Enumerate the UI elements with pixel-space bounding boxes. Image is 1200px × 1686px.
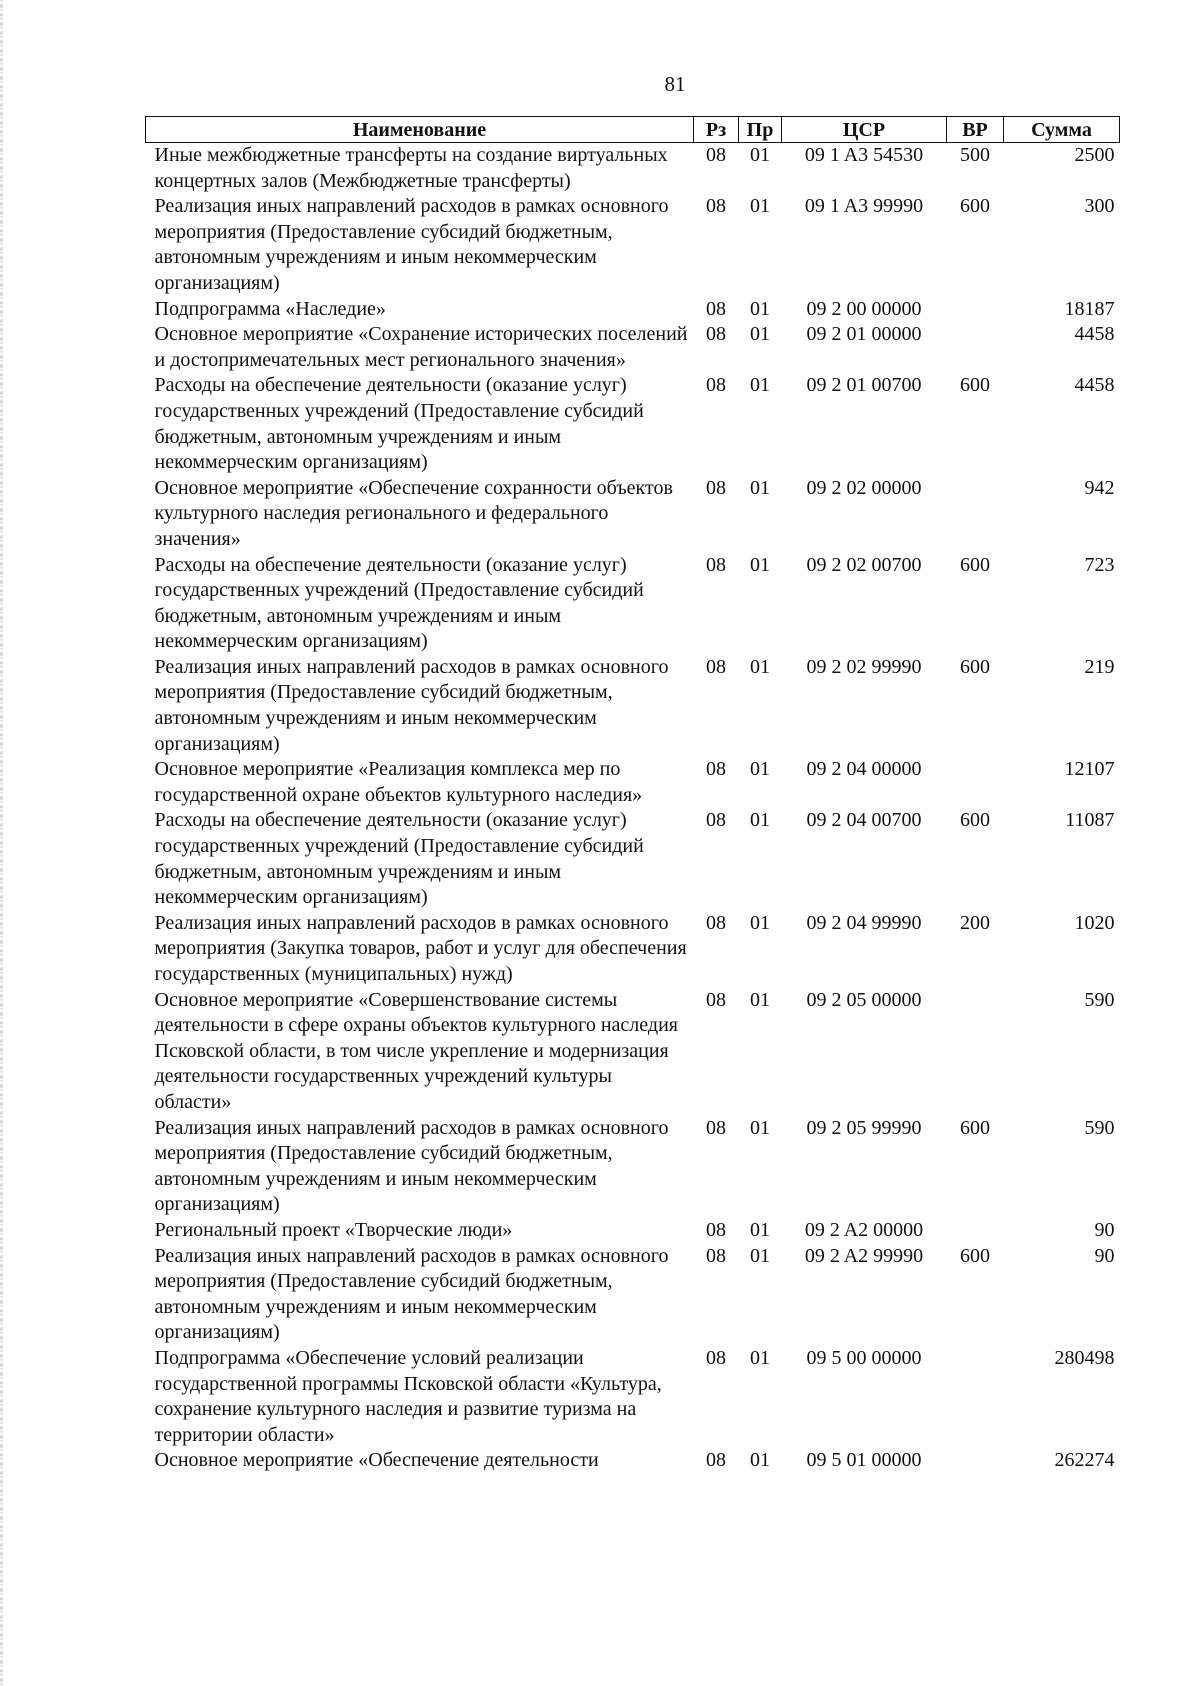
- cell-csr: 09 2 04 00000: [806, 758, 922, 781]
- table-row: [146, 143, 1120, 195]
- table-row: [146, 1244, 1120, 1346]
- cell-sum: 18187: [1064, 297, 1115, 320]
- cell-vr: 600: [960, 809, 990, 832]
- cell-name: Реализация иных направлений расходов в рамках основного мероприятия (Предоставление субсидий бюджетным, автономным учреждениям и иным некоммерческим организациям): [154, 1244, 669, 1344]
- cell-csr: 09 2 01 00000: [806, 323, 922, 346]
- cell-vr: [947, 1346, 1004, 1448]
- cell-sum: 219: [1084, 655, 1115, 678]
- cell-sum: 300: [1084, 195, 1115, 218]
- table-row: [146, 1116, 1120, 1218]
- cell-name: Расходы на обеспечение деятельности (оказание услуг) государственных учреждений (Предоставление субсидий бюджетным, автономным учреждениям и иным некоммерческим организациям): [154, 374, 644, 474]
- cell-vr: [947, 988, 1004, 1116]
- cell-csr: 09 2 05 99990: [806, 1116, 922, 1139]
- cell-vr: 600: [960, 1244, 990, 1267]
- cell-pr: 01: [750, 809, 770, 832]
- cell-pr: 01: [750, 911, 770, 934]
- cell-sum: 11087: [1065, 809, 1115, 832]
- table-header: [146, 117, 1120, 143]
- budget-table: [145, 116, 1120, 1474]
- cell-pr: 01: [750, 758, 770, 781]
- header-vr: ВР: [947, 117, 1004, 143]
- cell-csr: 09 2 02 99990: [806, 655, 922, 678]
- cell-vr: 600: [960, 553, 990, 576]
- cell-name: Реализация иных направлений расходов в рамках основного мероприятия (Предоставление субсидий бюджетным, автономным учреждениям и иным некоммерческим организациям): [154, 655, 669, 755]
- cell-rz: 08: [706, 1346, 726, 1369]
- cell-pr: 01: [750, 144, 770, 166]
- cell-pr: 01: [750, 1218, 770, 1241]
- cell-sum: 262274: [1054, 1449, 1115, 1472]
- cell-rz: 08: [706, 655, 726, 678]
- table-row: [146, 194, 1120, 296]
- cell-pr: 01: [750, 323, 770, 346]
- cell-sum: 1020: [1074, 911, 1115, 934]
- cell-csr: 09 2 A2 00000: [804, 1218, 924, 1241]
- table-row: [146, 297, 1120, 323]
- header-csr: ЦСР: [782, 117, 947, 143]
- cell-rz: 08: [706, 1244, 726, 1267]
- table-row: [146, 373, 1120, 475]
- table-row: [146, 1218, 1120, 1244]
- cell-sum: 4458: [1074, 374, 1115, 397]
- header-name: Наименование: [146, 117, 694, 143]
- cell-vr: [947, 1448, 1004, 1474]
- cell-sum: 590: [1084, 988, 1115, 1011]
- table-row: [146, 988, 1120, 1116]
- cell-name: Региональный проект «Творческие люди»: [154, 1218, 513, 1241]
- cell-name: Подпрограмма «Наследие»: [154, 297, 386, 320]
- cell-sum: 4458: [1074, 323, 1115, 346]
- cell-rz: 08: [706, 476, 726, 499]
- page-number: 81: [664, 72, 686, 96]
- cell-rz: 08: [706, 809, 726, 832]
- cell-sum: 280498: [1054, 1346, 1115, 1369]
- table-body: [146, 143, 1120, 1474]
- cell-name: Основное мероприятие «Сохранение исторических поселений и достопримечательных мест регионального значения»: [154, 323, 688, 371]
- cell-name: Основное мероприятие «Обеспечение сохранности объектов культурного наследия регионального и федерального значения»: [154, 476, 673, 550]
- cell-rz: 08: [706, 1449, 726, 1472]
- scan-edge: [0, 0, 3, 1686]
- cell-sum: 723: [1084, 553, 1115, 576]
- header-rz: Рз: [694, 117, 739, 143]
- cell-vr: 600: [960, 655, 990, 678]
- cell-pr: 01: [750, 297, 770, 320]
- cell-name: Подпрограмма «Обеспечение условий реализации государственной программы Псковской области «Культура, сохранение культурного наследия и развитие туризма на территории области»: [154, 1346, 662, 1446]
- cell-name: Иные межбюджетные трансферты на создание виртуальных концертных залов (Межбюджетные трансферты): [154, 144, 668, 192]
- table-row: [146, 808, 1120, 910]
- cell-csr: 09 2 00 00000: [806, 297, 922, 320]
- cell-rz: 08: [706, 297, 726, 320]
- cell-rz: 08: [706, 758, 726, 781]
- header-pr: Пр: [739, 117, 782, 143]
- cell-rz: 08: [706, 195, 726, 218]
- table-row: [146, 322, 1120, 373]
- cell-pr: 01: [750, 1116, 770, 1139]
- cell-sum: 942: [1084, 476, 1115, 499]
- header-sum: Сумма: [1004, 117, 1120, 143]
- cell-csr: 09 2 05 00000: [806, 988, 922, 1011]
- cell-rz: 08: [706, 1218, 726, 1241]
- cell-name: Расходы на обеспечение деятельности (оказание услуг) государственных учреждений (Предоставление субсидий бюджетным, автономным учреждениям и иным некоммерческим организациям): [154, 809, 644, 909]
- cell-csr: 09 1 A3 99990: [804, 195, 924, 218]
- cell-vr: 200: [960, 911, 990, 934]
- cell-csr: 09 2 A2 99990: [804, 1244, 924, 1267]
- cell-sum: 90: [1094, 1218, 1115, 1241]
- cell-pr: 01: [750, 476, 770, 499]
- cell-csr: 09 5 00 00000: [806, 1346, 922, 1369]
- cell-vr: 500: [960, 144, 990, 166]
- cell-rz: 08: [706, 553, 726, 576]
- cell-name: Расходы на обеспечение деятельности (оказание услуг) государственных учреждений (Предоставление субсидий бюджетным, автономным учреждениям и иным некоммерческим организациям): [154, 553, 644, 653]
- cell-vr: [947, 297, 1004, 323]
- cell-rz: 08: [706, 144, 726, 166]
- cell-csr: 09 1 A3 54530: [804, 144, 924, 166]
- cell-pr: 01: [750, 655, 770, 678]
- cell-pr: 01: [750, 374, 770, 397]
- table-row: [146, 655, 1120, 757]
- cell-rz: 08: [706, 1116, 726, 1139]
- cell-vr: [947, 322, 1004, 373]
- cell-pr: 01: [750, 1449, 770, 1472]
- cell-name: Реализация иных направлений расходов в рамках основного мероприятия (Предоставление субсидий бюджетным, автономным учреждениям и иным некоммерческим организациям): [154, 1116, 669, 1216]
- table-row: [146, 911, 1120, 988]
- cell-name: Основное мероприятие «Обеспечение деятельности: [154, 1449, 599, 1472]
- cell-csr: 09 2 02 00000: [806, 476, 922, 499]
- table-row: [146, 1448, 1120, 1474]
- cell-rz: 08: [706, 374, 726, 397]
- cell-rz: 08: [706, 323, 726, 346]
- cell-sum: 90: [1094, 1244, 1115, 1267]
- cell-name: Основное мероприятие «Совершенствование системы деятельности в сфере охраны объектов культурного наследия Псковской области, в том числе укрепление и модернизация деятельности государственных учреждений культуры области»: [154, 988, 678, 1113]
- cell-pr: 01: [750, 988, 770, 1011]
- table-row: [146, 757, 1120, 808]
- cell-sum: 590: [1084, 1116, 1115, 1139]
- table-row: [146, 553, 1120, 655]
- cell-name: Реализация иных направлений расходов в рамках основного мероприятия (Закупка товаров, работ и услуг для обеспечения государственных (муниципальных) нужд): [154, 911, 687, 985]
- cell-vr: 600: [960, 1116, 990, 1139]
- table-row: [146, 1346, 1120, 1448]
- cell-csr: 09 5 01 00000: [806, 1449, 922, 1472]
- cell-sum: 12107: [1064, 758, 1115, 781]
- cell-pr: 01: [750, 1346, 770, 1369]
- cell-vr: [947, 757, 1004, 808]
- cell-sum: 2500: [1074, 144, 1115, 166]
- cell-vr: 600: [960, 374, 990, 397]
- cell-name: Основное мероприятие «Реализация комплекса мер по государственной охране объектов культурного наследия»: [154, 758, 643, 806]
- cell-name: Реализация иных направлений расходов в рамках основного мероприятия (Предоставление субсидий бюджетным, автономным учреждениям и иным некоммерческим организациям): [154, 195, 669, 294]
- cell-vr: 600: [960, 195, 990, 218]
- cell-pr: 01: [750, 1244, 770, 1267]
- cell-pr: 01: [750, 195, 770, 218]
- cell-rz: 08: [706, 911, 726, 934]
- cell-pr: 01: [750, 553, 770, 576]
- cell-rz: 08: [706, 988, 726, 1011]
- cell-vr: [947, 476, 1004, 553]
- table-row: [146, 476, 1120, 553]
- header-row: [146, 117, 1120, 143]
- cell-csr: 09 2 02 00700: [806, 553, 922, 576]
- cell-csr: 09 2 04 00700: [806, 809, 922, 832]
- cell-csr: 09 2 01 00700: [806, 374, 922, 397]
- cell-csr: 09 2 04 99990: [806, 911, 922, 934]
- cell-vr: [947, 1218, 1004, 1244]
